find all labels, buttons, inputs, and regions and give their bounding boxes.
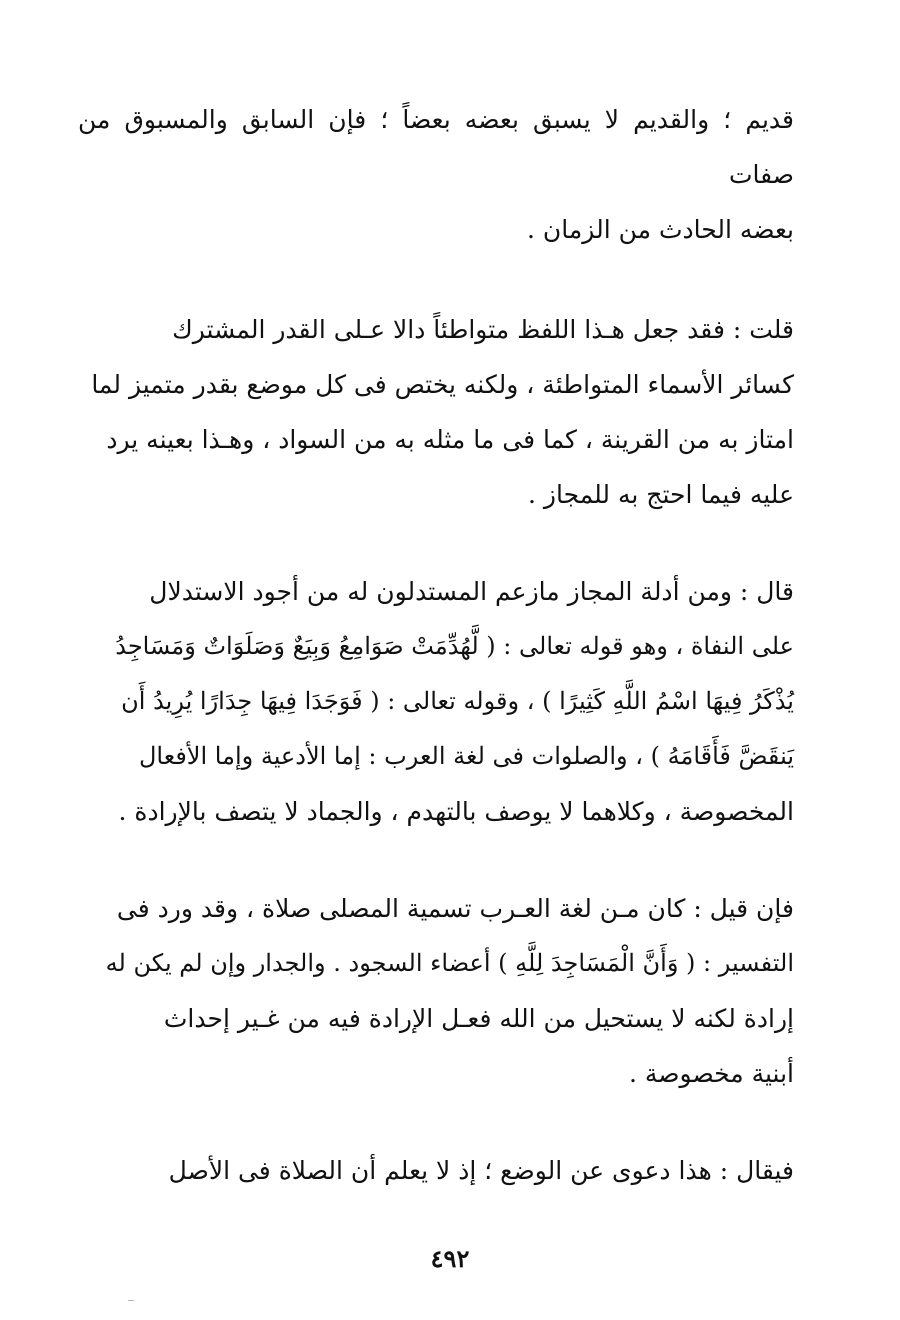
text-line: أبنية مخصوصة .	[629, 1059, 794, 1088]
page-number: ٤٩٢	[430, 1244, 470, 1273]
text-line: التفسير : ( وَأَنَّ الْمَسَاجِدَ لِلَّهِ ) أعضاء السجود . والجدار وإن لم يكن له	[105, 949, 794, 977]
text-line: فيقال : هذا دعوى عن الوضع ؛ إذ لا يعلم أن الصلاة فى الأصل	[168, 1156, 794, 1185]
text-line: يُذْكَرُ فِيهَا اسْمُ اللَّهِ كَثِيرًا ) ، وقوله تعالى : ( فَوَجَدَا فِيهَا جِدَارًا يُرِيدُ أَن	[121, 687, 794, 715]
text-line: قال : ومن أدلة المجاز مازعم المستدلون له من أجود الاستدلال	[149, 577, 794, 606]
text-line: قلت : فقد جعل هـذا اللفظ متواطئاً دالا عـلى القدر المشترك	[172, 315, 794, 344]
text-line: كسائر الأسماء المتواطئة ، ولكنه يختص فى كل موضع بقدر متميز لما	[91, 370, 794, 399]
text-line: المخصوصة ، وكلاهما لا يوصف بالتهدم ، والجماد لا يتصف بالإرادة .	[118, 797, 794, 826]
scan-speck	[128, 1300, 134, 1301]
text-line: قديم ؛ والقديم لا يسبق بعضه بعضاً ؛ فإن السابق والمسبوق من صفات	[78, 105, 794, 189]
paragraph-1	[78, 92, 794, 257]
text-line: إرادة لكنه لا يستحيل من الله فعـل الإرادة فيه من غـير إحداث	[163, 1004, 794, 1033]
text-line: على النفاة ، وهو قوله تعالى : ( لَّهُدِّمَتْ صَوَامِعُ وَبِيَعٌ وَصَلَوَاتٌ وَمَسَاجِدُ	[115, 632, 794, 660]
paragraph-3	[78, 564, 794, 839]
paragraph-2	[78, 302, 794, 522]
text-line: امتاز به من القرينة ، كما فى ما مثله به من السواد ، وهـذا بعينه يرد	[106, 425, 794, 454]
paragraph-4	[78, 881, 794, 1101]
text-line: بعضه الحادث من الزمان .	[527, 215, 794, 244]
text-line: يَنقَضَّ فَأَقَامَهُ ) ، والصلوات فى لغة العرب : إما الأدعية وإما الأفعال	[138, 742, 794, 770]
paragraph-5	[78, 1143, 794, 1198]
text-line: فإن قيل : كان مـن لغة العـرب تسمية المصلى صلاة ، وقد ورد فى	[116, 894, 794, 923]
document-page	[78, 92, 794, 1198]
text-line: عليه فيما احتج به للمجاز .	[527, 480, 794, 509]
